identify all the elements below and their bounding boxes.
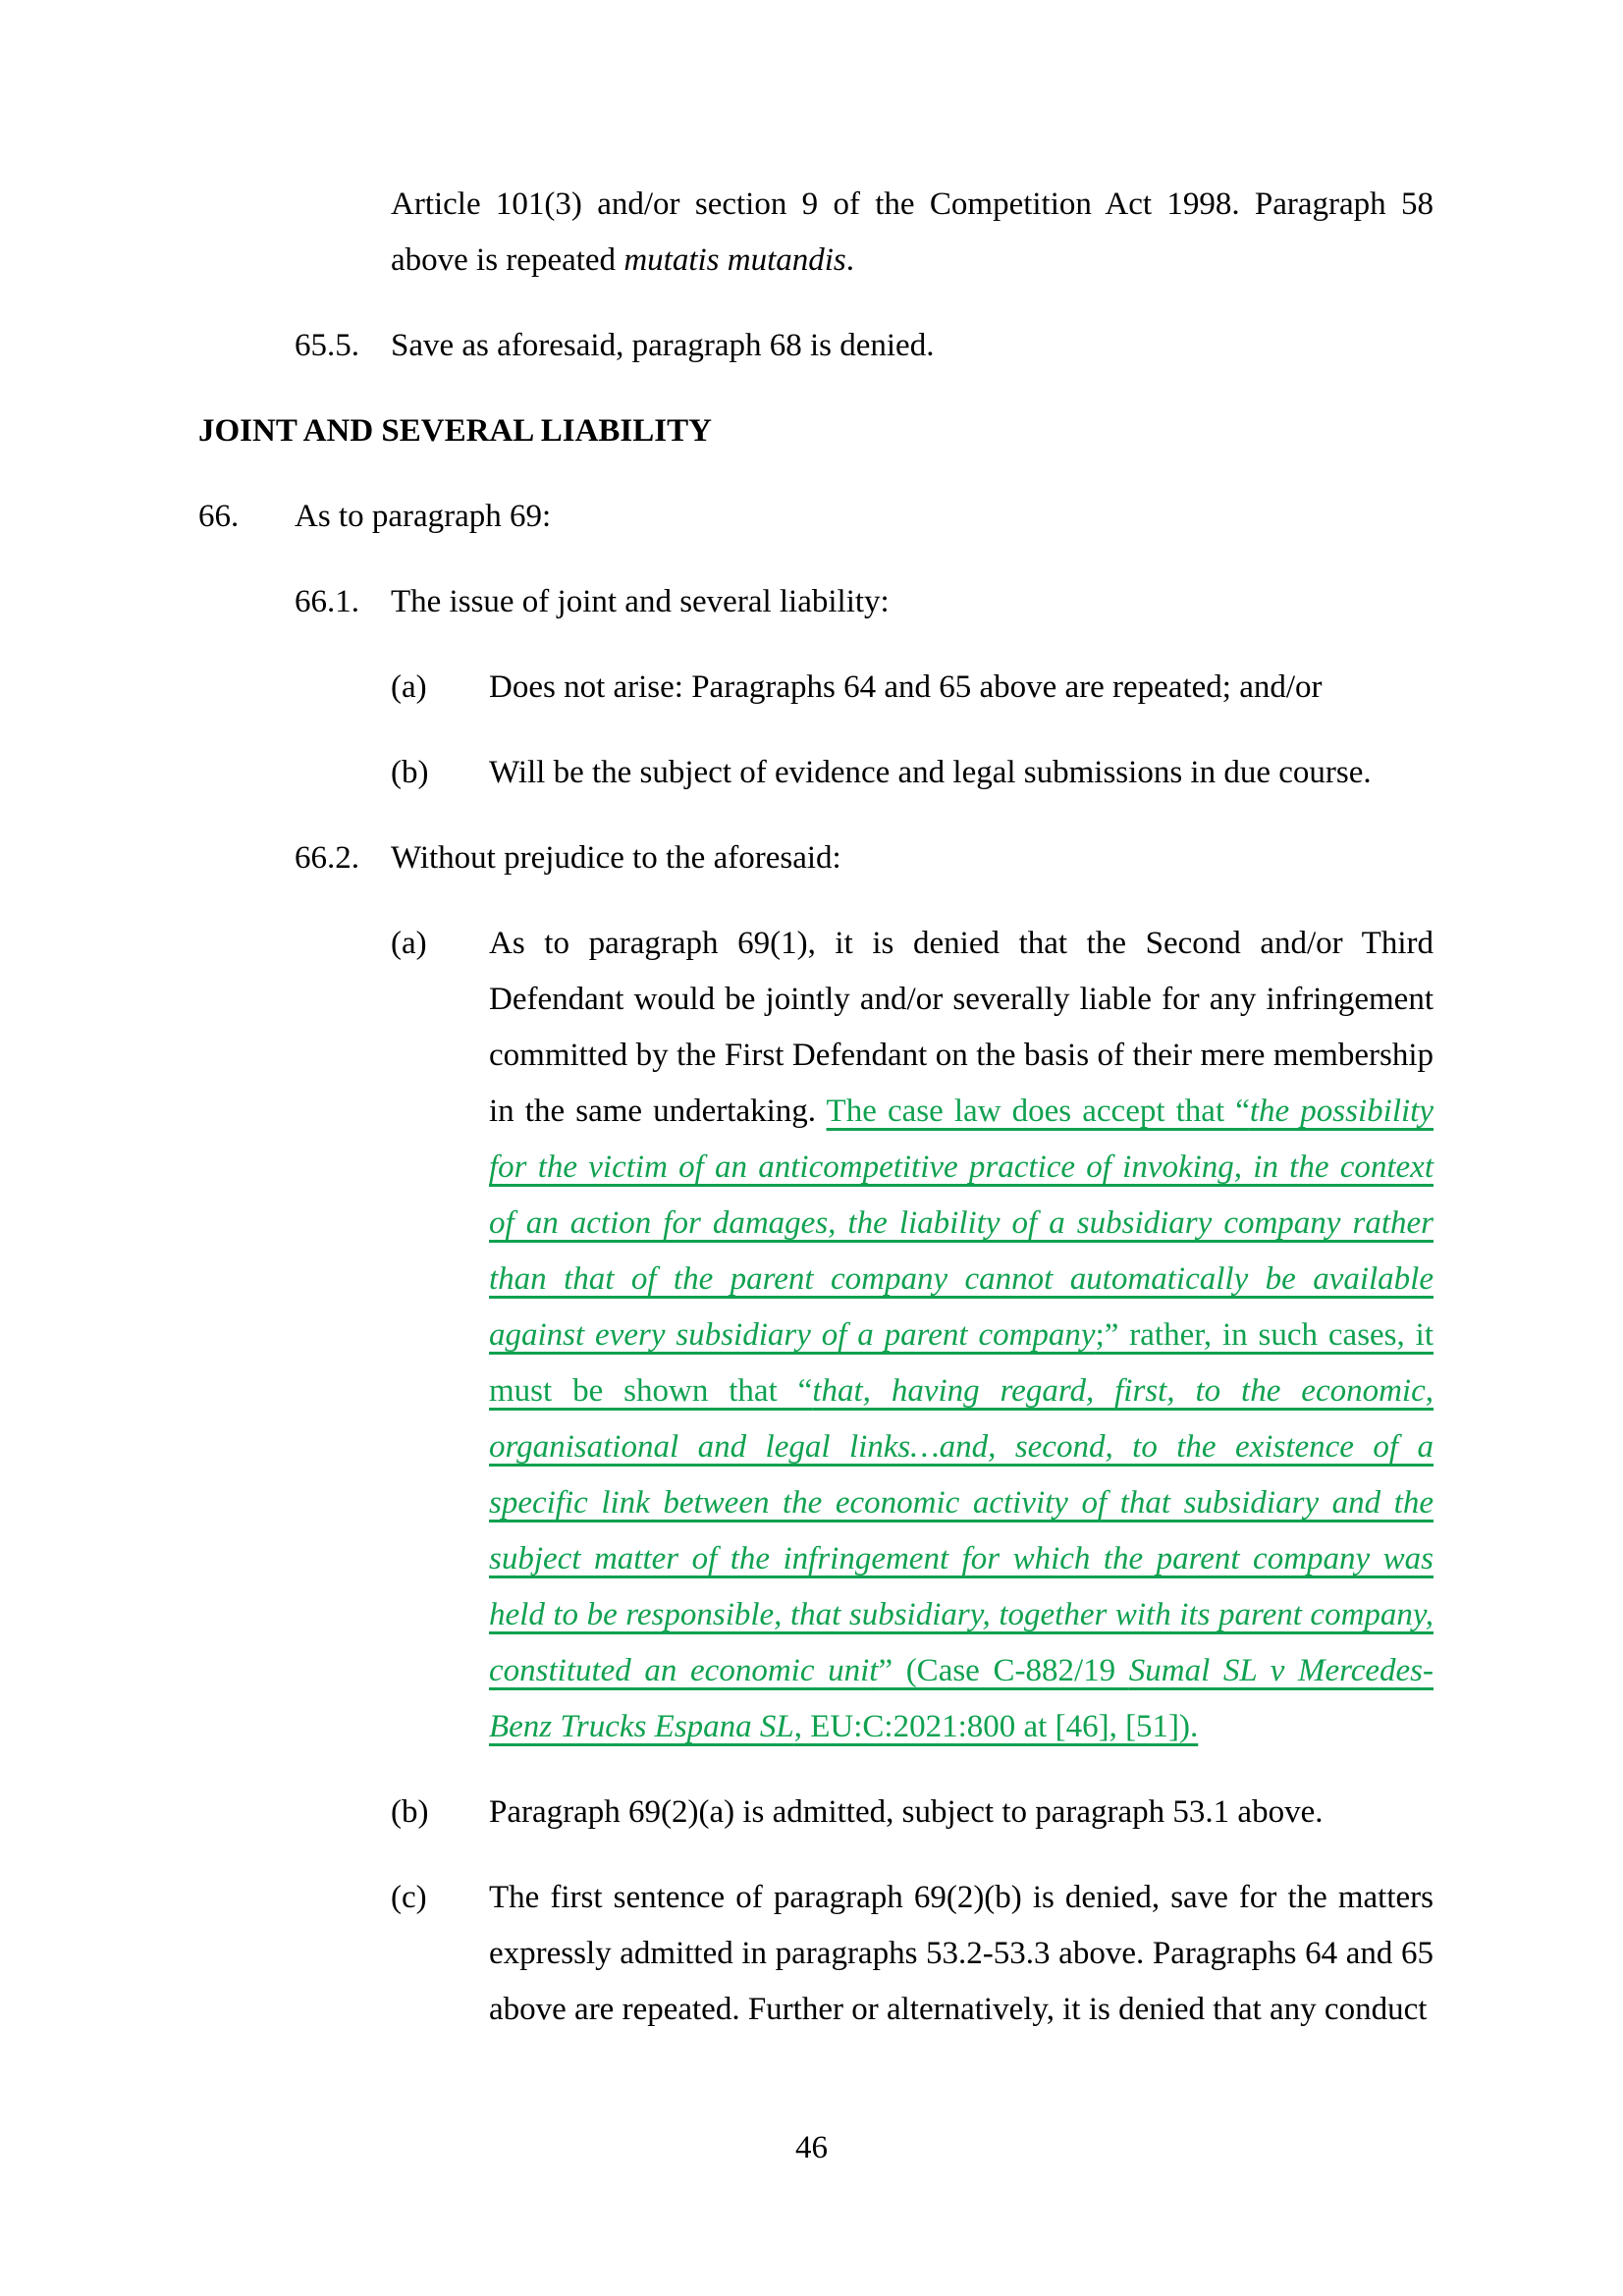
list-item-65-5 bbox=[198, 318, 1434, 374]
section-heading: JOINT AND SEVERAL LIABILITY bbox=[198, 413, 712, 449]
text-run: Article 101(3) and/or section 9 of the Competition Act 1998. Paragraph 58 above is repeated bbox=[391, 187, 1434, 278]
item-text: The first sentence of paragraph 69(2)(b) is denied, save for the matters expressly admitted in paragraphs 53.2-53.3 above. Paragraphs 64 and 65 above are repeated. Further or alternatively, it is denied that any conduct bbox=[489, 1880, 1434, 2027]
list-item-66-2-a bbox=[198, 916, 1434, 1755]
item-text: Does not arise: Paragraphs 64 and 65 above are repeated; and/or bbox=[489, 669, 1323, 705]
item-number: 66. bbox=[198, 499, 240, 534]
list-item-66-2-c bbox=[198, 1870, 1434, 2038]
item-text: Without prejudice to the aforesaid: bbox=[391, 840, 841, 876]
inserted-text-run: The case law does accept that “ bbox=[826, 1094, 1250, 1129]
item-number: 65.5. bbox=[295, 328, 359, 363]
item-text: Save as aforesaid, paragraph 68 is denied. bbox=[391, 328, 935, 363]
item-marker: (a) bbox=[391, 926, 427, 961]
inserted-text-run-italic: the possibility for the victim of an anticompetitive practice of invoking, in the context of an action for damages, the liability of a subsidiary company rather than that of the parent company cannot automatically be available against every subsidiary of a parent company bbox=[489, 1094, 1434, 1353]
list-item-66-2-b bbox=[198, 1785, 1434, 1841]
item-text: As to paragraph 69: bbox=[295, 499, 552, 534]
item-marker: (b) bbox=[391, 1794, 429, 1830]
inserted-text-run: ” (Case C-882/19 bbox=[878, 1653, 1129, 1688]
document-body bbox=[198, 177, 1434, 2067]
item-marker: (a) bbox=[391, 669, 427, 705]
list-item-66-1-a bbox=[198, 660, 1434, 716]
text-run: . bbox=[845, 242, 855, 278]
item-number: 66.1. bbox=[295, 584, 359, 619]
list-item-66-1-b bbox=[198, 745, 1434, 801]
inserted-text-run: ;” rather, in such cases, it must be shown that “ bbox=[489, 1317, 1434, 1409]
text-run: As to paragraph 69(1), it is denied that the Second and/or Third Defendant would be jointly and/or severally liable for any infringement committed by the First Defendant on the basis of their mere membership in the same undertaking. bbox=[489, 926, 1434, 1129]
text-run-italic: mutatis mutandis bbox=[623, 242, 846, 278]
inserted-text-run-italic: Sumal SL v Mercedes-Benz Trucks Espana SL bbox=[489, 1653, 1434, 1744]
page-number: 46 bbox=[795, 2130, 828, 2165]
item-marker: (b) bbox=[391, 755, 429, 790]
paragraph-continuation bbox=[198, 177, 1434, 289]
item-text: Will be the subject of evidence and legal submissions in due course. bbox=[489, 755, 1372, 790]
item-marker: (c) bbox=[391, 1880, 427, 1915]
list-item-66 bbox=[198, 489, 1434, 545]
inserted-text-run: , EU:C:2021:800 at [46], [51]). bbox=[793, 1709, 1199, 1744]
item-text: The issue of joint and several liability: bbox=[391, 584, 890, 619]
item-number: 66.2. bbox=[295, 840, 359, 876]
list-item-66-1 bbox=[198, 574, 1434, 630]
item-text: Paragraph 69(2)(a) is admitted, subject to paragraph 53.1 above. bbox=[489, 1794, 1324, 1830]
item-text bbox=[489, 916, 1434, 1755]
list-item-66-2 bbox=[198, 830, 1434, 886]
inserted-text-run-italic: that, having regard, first, to the economic, organisational and legal links…and, second, to the existence of a specific link between the economic activity of that subsidiary and the subject matter of the infringement for which the parent company was held to be responsible, that subsidiary, together with its parent company, constituted an economic unit bbox=[489, 1373, 1434, 1688]
